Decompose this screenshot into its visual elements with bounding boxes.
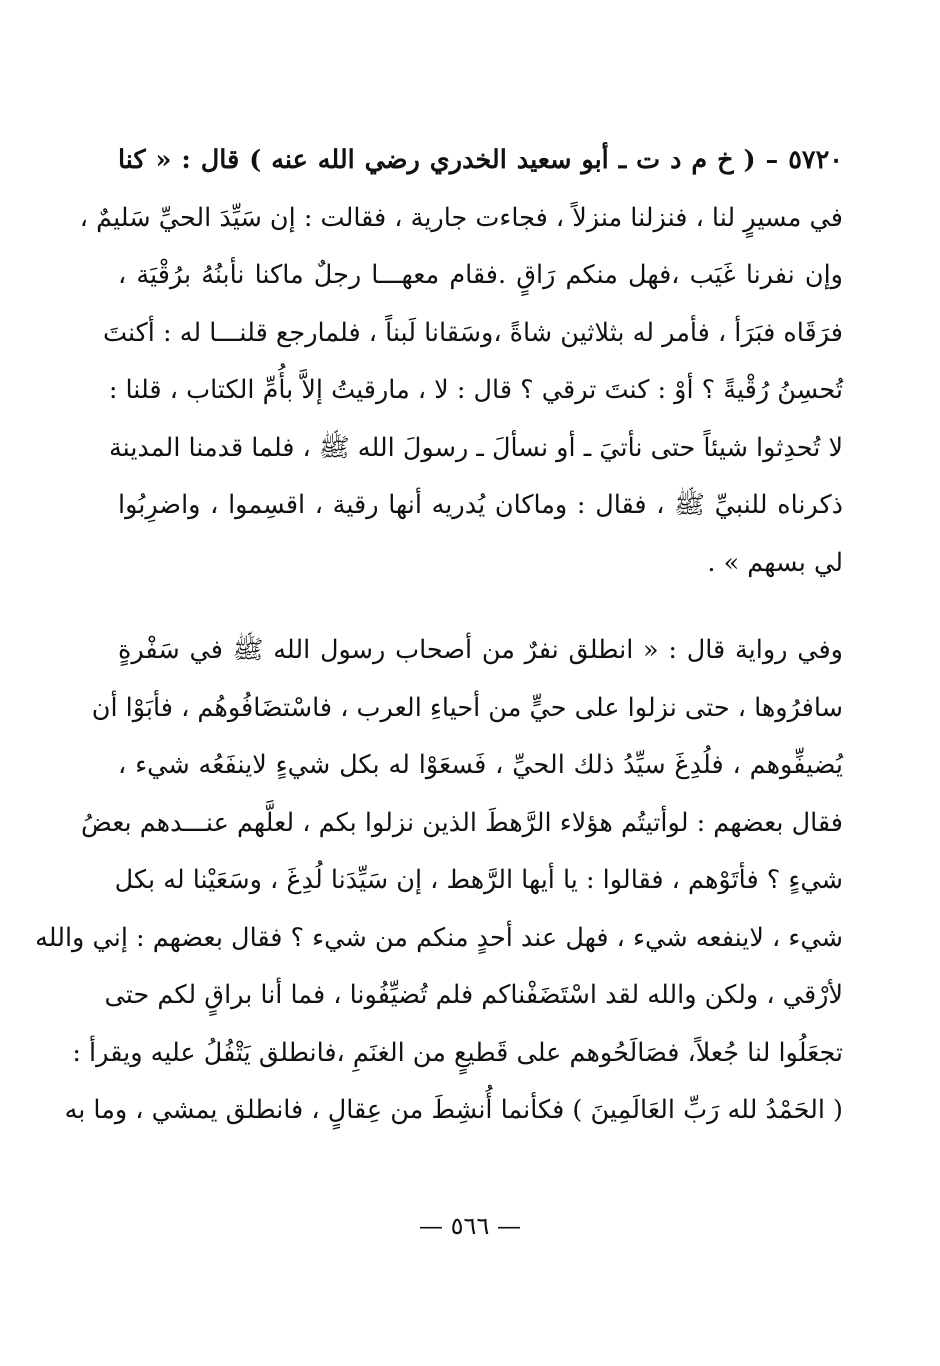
text-line: فرَقَاه فبَرَأ ، فأمر له بثلاثين شاةً ،وسَقانا لَبناً ، فلمارجع قلنـــا له : أكنتَ bbox=[102, 317, 843, 348]
text-line: لي بسهم » . bbox=[707, 547, 843, 578]
text-line: سافرُوها ، حتى نزلوا على حيٍّ من أحياءِ العرب ، فاسْتضَافُوهُم ، فأبَوْا أن bbox=[91, 692, 843, 723]
text-line: لأرْقي ، ولكن والله لقد اسْتَضَفْناكم فلم تُضيِّفُونا ، فما أنا براقٍ لكم حتى bbox=[104, 980, 843, 1010]
text-line: ذكرناه للنبيِّ ﷺ ، فقال : وماكان يُدريه أنها رقية ، اقسِموا ، واضرِبُوا bbox=[118, 490, 843, 520]
text-line: وإن نفرنا غَيَب ،فهل منكم رَاقٍ .فقام معهـــا رجلٌ ماكنا نأبنُهُ برُقْيَة ، bbox=[118, 260, 843, 290]
text-line: تجعَلُوا لنا جُعلاً، فصَالَحُوهم على قَطيعٍ من الغنَمِ ،فانطلق يَتْفُلُ عليه ويقرأ : bbox=[72, 1037, 843, 1068]
text-line: لا تُحدِثوا شيئاً حتى نأتيَ ـ أو نسألَ ـ رسولَ الله ﷺ ، فلما قدمنا المدينة bbox=[108, 432, 843, 463]
page-number: — ٥٦٦ — bbox=[419, 1212, 521, 1240]
paragraph-spacer bbox=[118, 592, 843, 622]
text-line: فقال بعضهم : لوأتيتُم هؤلاء الرَّهطَ الذين نزلوا بكم ، لعلَّهم عنـــدهم بعضُ bbox=[80, 807, 843, 838]
paragraph-2 bbox=[35, 622, 843, 1140]
paragraph-1 bbox=[79, 132, 843, 592]
text-line: وفي رواية قال : « انطلق نفرٌ من أصحاب رسول الله ﷺ في سَفْرةٍ bbox=[118, 635, 843, 665]
text-line: يُضيفِّوهم ، فلُدِغَ سيِّدُ ذلك الحيِّ ، فَسعَوْا له بكل شيءٍ لاينفَعُه شيء ، bbox=[118, 750, 843, 780]
text-line: في مسيرٍ لنا ، فنزلنا منزلاً ، فجاءت جارية ، فقالت : إن سَيِّدَ الحيِّ سَليمٌ ، bbox=[79, 202, 843, 233]
text-line: شيء ، لاينفعه شيء ، فهل عند أحدٍ منكم من شيء ؟ فقال بعضهم : إني والله bbox=[35, 922, 843, 953]
text-line: ٥٧٢٠ – ( خ م د ت ـ أبو سعيد الخدري رضي الله عنه ) قال : « كنا bbox=[118, 145, 843, 175]
text-line: تُحسِنُ رُقْيةً ؟ أوْ : كنتَ ترقي ؟ قال : لا ، مارقيتُ إلاَّ بأُمِّ الكتاب ، قلنا : bbox=[108, 375, 843, 405]
text-line: ( الحَمْدُ لله رَبِّ العَالَمِينَ ) فكأنما أُنشِطَ من عِقالٍ ، فانطلق يمشي ، وما به bbox=[64, 1095, 843, 1125]
text-line: شيءٍ ؟ فأتَوْهم ، فقالوا : يا أيها الرَّهط ، إن سَيِّدَنا لُدِغَ ، وسَعَيْنا له بكل bbox=[114, 865, 843, 895]
text-block bbox=[35, 132, 843, 1140]
